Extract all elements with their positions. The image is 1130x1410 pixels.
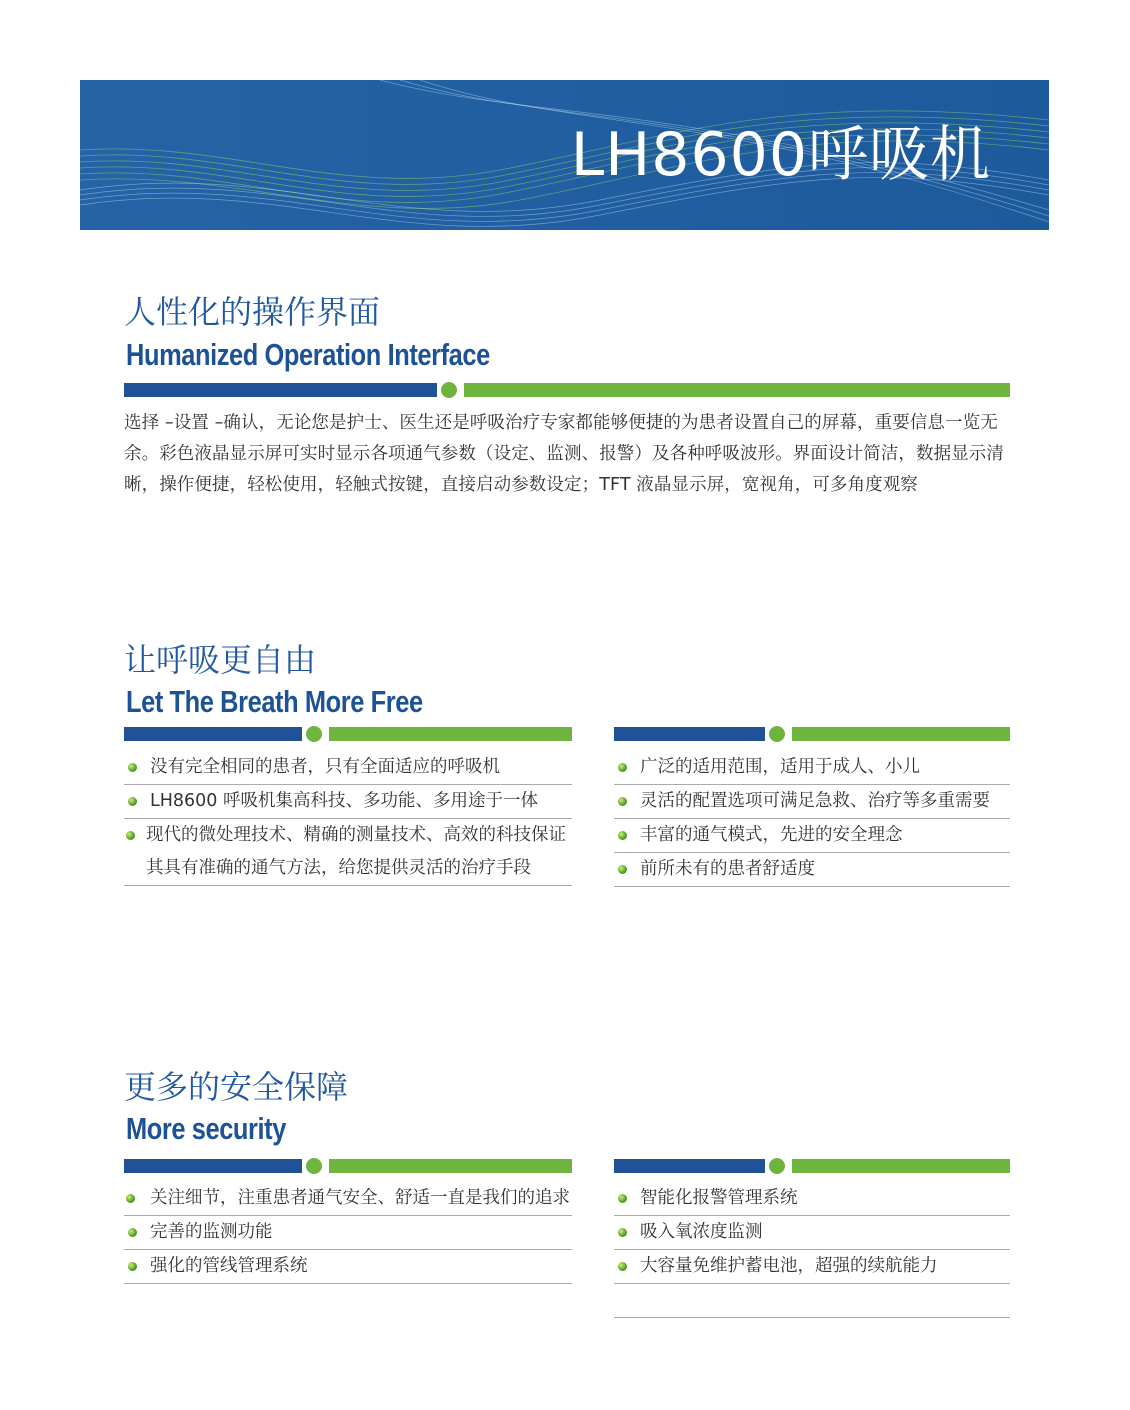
section-title-en: Humanized Operation Interface [126, 337, 490, 372]
divider-dot [306, 726, 322, 742]
list-item: 大容量免维护蓄电池，超强的续航能力 [614, 1250, 1010, 1284]
divider-dot [306, 1158, 322, 1174]
bullet-icon [618, 763, 627, 772]
list-item [614, 1284, 1010, 1318]
section-divider [124, 382, 1010, 398]
list-item: 没有完全相同的患者，只有全面适应的呼吸机 [124, 751, 572, 785]
list-item: 灵活的配置选项可满足急救、治疗等多重需要 [614, 785, 1010, 819]
list-item: 强化的管线管理系统 [124, 1250, 572, 1284]
section-divider [124, 726, 572, 742]
section-title-en: More security [126, 1111, 286, 1146]
bullet-icon [618, 1228, 627, 1237]
list-item: 完善的监测功能 [124, 1216, 572, 1250]
list-item: 前所未有的患者舒适度 [614, 853, 1010, 887]
header-banner [80, 80, 1049, 230]
bullet-icon [128, 763, 137, 772]
bullet-icon [618, 1262, 627, 1271]
section-title-cn: 更多的安全保障 [124, 1068, 349, 1106]
bullet-icon [126, 831, 135, 840]
bullet-icon [126, 1194, 135, 1203]
list-item: 现代的微处理技术、精确的测量技术、高效的科技保证其具有准确的通气方法，给您提供灵活的治疗手段 [124, 819, 572, 886]
list-item: 关注细节，注重患者通气安全、舒适一直是我们的追求 [124, 1182, 572, 1216]
bullet-icon [618, 831, 627, 840]
bullet-icon [128, 1262, 137, 1271]
banner-title: LH8600呼吸机 [570, 120, 991, 190]
bullet-icon [128, 797, 137, 806]
feature-list-right [614, 1182, 1010, 1318]
section-title-cn: 让呼吸更自由 [124, 641, 317, 679]
section-divider [614, 726, 1010, 742]
divider-dot [769, 1158, 785, 1174]
bullet-icon [128, 1228, 137, 1237]
bullet-icon [618, 1194, 627, 1203]
list-item: 广泛的适用范围，适用于成人、小儿 [614, 751, 1010, 785]
list-item: 吸入氧浓度监测 [614, 1216, 1010, 1250]
divider-dot [441, 382, 457, 398]
feature-list-left [124, 1182, 572, 1284]
bullet-icon [618, 797, 627, 806]
list-item: LH8600 呼吸机集高科技、多功能、多用途于一体 [124, 785, 572, 819]
section-title-cn: 人性化的操作界面 [124, 293, 381, 331]
divider-dot [769, 726, 785, 742]
list-item: 丰富的通气模式，先进的安全理念 [614, 819, 1010, 853]
section-title-en: Let The Breath More Free [126, 684, 423, 719]
feature-list-right [614, 751, 1010, 887]
bullet-icon [618, 865, 627, 874]
section-divider [124, 1158, 572, 1174]
feature-list-left [124, 751, 572, 886]
section-paragraph: 选择 –设置 –确认，无论您是护士、医生还是呼吸治疗专家都能够便捷的为患者设置自己的屏幕，重要信息一览无余。彩色液晶显示屏可实时显示各项通气参数（设定、监测、报警）及各种呼吸波形。界面设计简洁，数据显示清晰，操作便捷，轻松使用，轻触式按键，直接启动参数设定；TFT 液晶显示屏，宽视角，可多角度观察 [124, 413, 1004, 495]
section-divider [614, 1158, 1010, 1174]
list-item: 智能化报警管理系统 [614, 1182, 1010, 1216]
